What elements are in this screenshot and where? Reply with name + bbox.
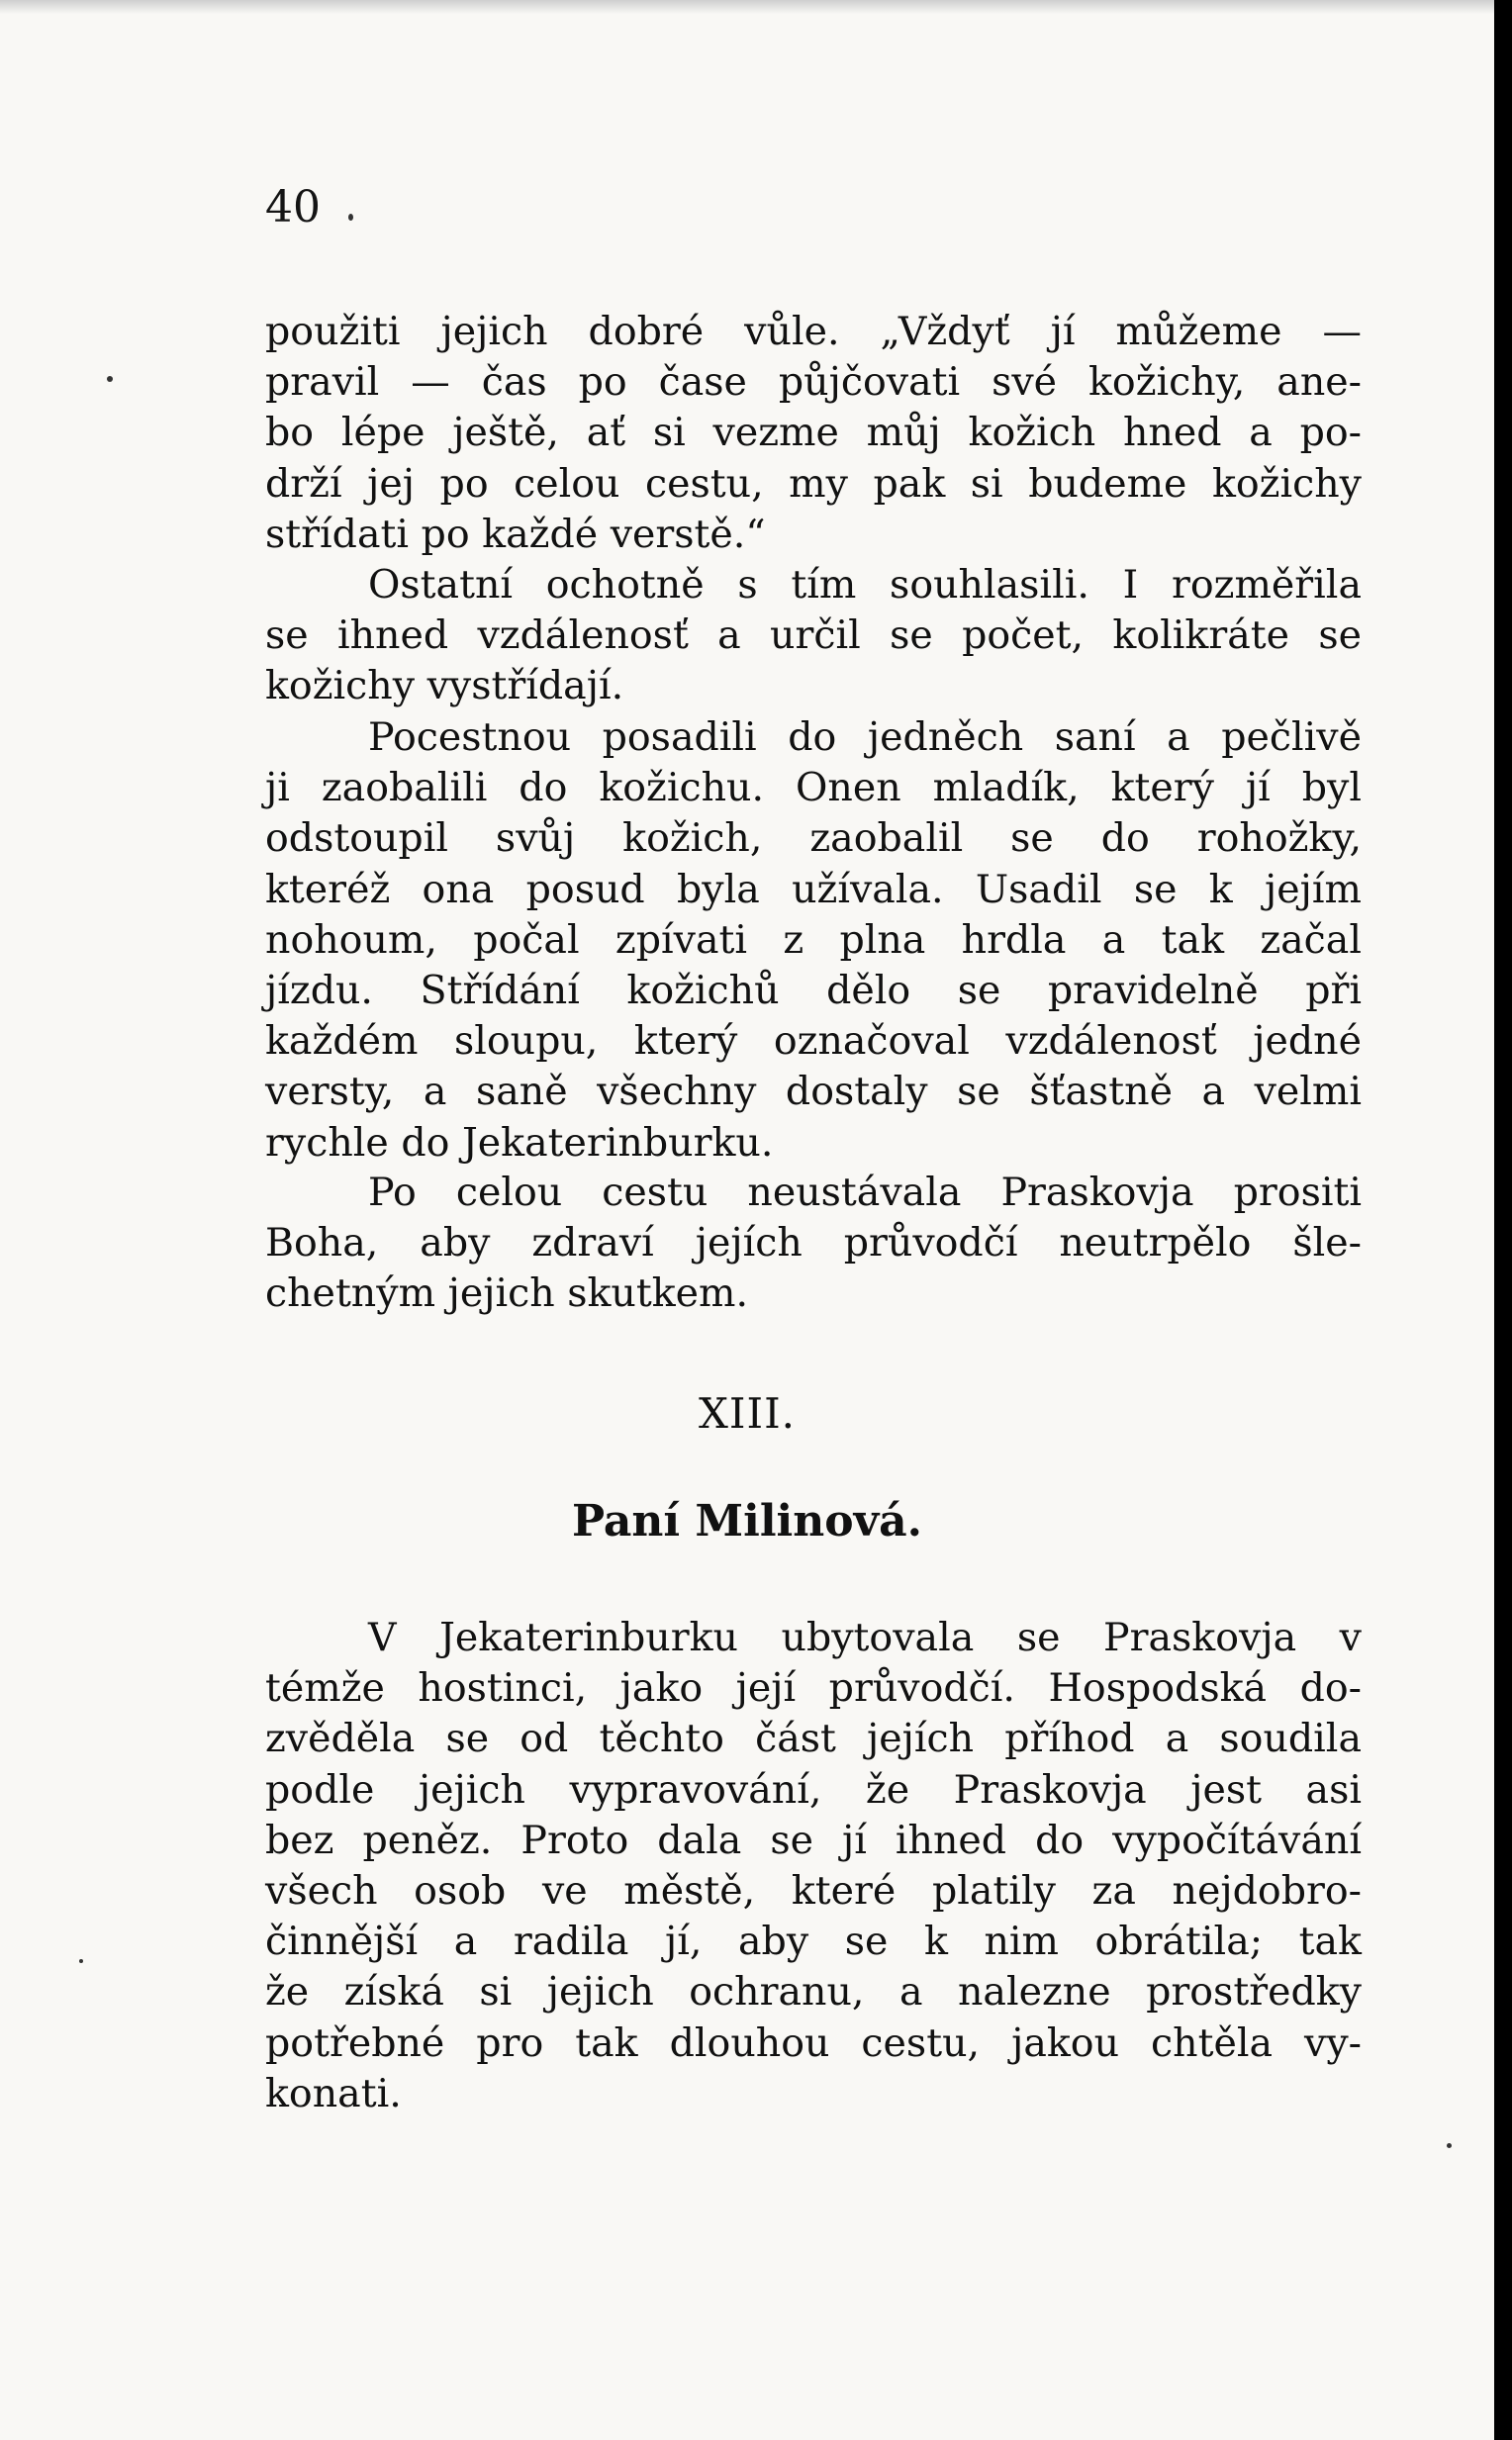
chapter-number: XIII. bbox=[698, 1389, 797, 1438]
paragraph-agreement bbox=[265, 560, 1362, 712]
text-line: nohoum, počal zpívati z plna hrdla a tak začal bbox=[265, 916, 1362, 963]
text-line: Boha, aby zdraví jejích průvodčí neutrpělo šle- bbox=[265, 1220, 1362, 1267]
scan-speck bbox=[348, 214, 353, 221]
text-line: kožichy vystřídají. bbox=[265, 663, 624, 709]
chapter-title: Paní Milinová. bbox=[571, 1496, 923, 1547]
text-line: jízdu. Střídání kožichů dělo se pravidelně při bbox=[265, 968, 1362, 1014]
text-line: versty, a saně všechny dostaly se šťastně a velmi bbox=[265, 1069, 1362, 1115]
text-line: střídati po každé verstě.“ bbox=[265, 511, 766, 557]
text-line: konati. bbox=[265, 2070, 402, 2116]
text-line: V Jekaterinburku ubytovala se Praskovja v bbox=[368, 1615, 1362, 1660]
text-line: Pocestnou posadili do jedněch saní a pečlivě bbox=[368, 714, 1362, 760]
text-line: všech osob ve městě, které platily za nejdobro- bbox=[265, 1868, 1362, 1915]
text-line: každém sloupu, který označoval vzdálenosť jedné bbox=[265, 1018, 1362, 1065]
paragraph-continuation bbox=[265, 307, 1362, 560]
text-line: potřebné pro tak dlouhou cestu, jakou chtěla vy- bbox=[265, 2019, 1362, 2066]
text-line: že získá si jejich ochranu, a nalezne prostředky bbox=[265, 1969, 1362, 2016]
text-line: se ihned vzdálenosť a určil se počet, kolikráte se bbox=[265, 612, 1362, 659]
text-line: Po celou cestu neustávala Praskovja prositi bbox=[368, 1170, 1362, 1215]
text-line: drží jej po celou cestu, my pak si budeme kožichy bbox=[265, 460, 1362, 507]
text-line: témže hostinci, jako její průvodčí. Hospodská do- bbox=[265, 1665, 1362, 1712]
text-line: zvěděla se od těchto část jejích příhod a soudila bbox=[265, 1716, 1362, 1762]
page-number: 40 bbox=[265, 182, 321, 233]
text-line: kteréž ona posud byla užívala. Usadil se k jejím bbox=[265, 866, 1362, 912]
text-line: činnější a radila jí, aby se k nim obrátila; tak bbox=[265, 1919, 1362, 1965]
text-line: rychle do Jekaterinburku. bbox=[265, 1119, 774, 1166]
paragraph-yekaterinburg bbox=[265, 1613, 1362, 2119]
scan-speck bbox=[1447, 2143, 1452, 2148]
text-line: bo lépe ještě, ať si vezme můj kožich hned a po- bbox=[265, 410, 1362, 456]
scan-dark-edge bbox=[1494, 0, 1512, 2440]
scan-top-edge bbox=[0, 0, 1494, 14]
paragraph-journey bbox=[265, 712, 1362, 1169]
text-line: pravil — čas po čase půjčovati své kožichy, ane- bbox=[265, 359, 1362, 406]
scan-speck bbox=[79, 1959, 83, 1963]
paragraph-prayer bbox=[265, 1168, 1362, 1320]
text-line: odstoupil svůj kožich, zaobalil se do rohožky, bbox=[265, 815, 1362, 862]
scan-speck bbox=[107, 376, 113, 382]
text-line: ji zaobalili do kožichu. Onen mladík, který jí byl bbox=[265, 765, 1362, 811]
text-line: podle jejich vypravování, že Praskovja jest asi bbox=[265, 1766, 1362, 1813]
text-line: použiti jejich dobré vůle. „Vždyť jí můžeme — bbox=[265, 309, 1362, 354]
text-line: chetným jejich skutkem. bbox=[265, 1270, 749, 1317]
text-line: Ostatní ochotně s tím souhlasili. I rozměřila bbox=[368, 562, 1362, 608]
text-line: bez peněz. Proto dala se jí ihned do vypočítávání bbox=[265, 1817, 1362, 1863]
